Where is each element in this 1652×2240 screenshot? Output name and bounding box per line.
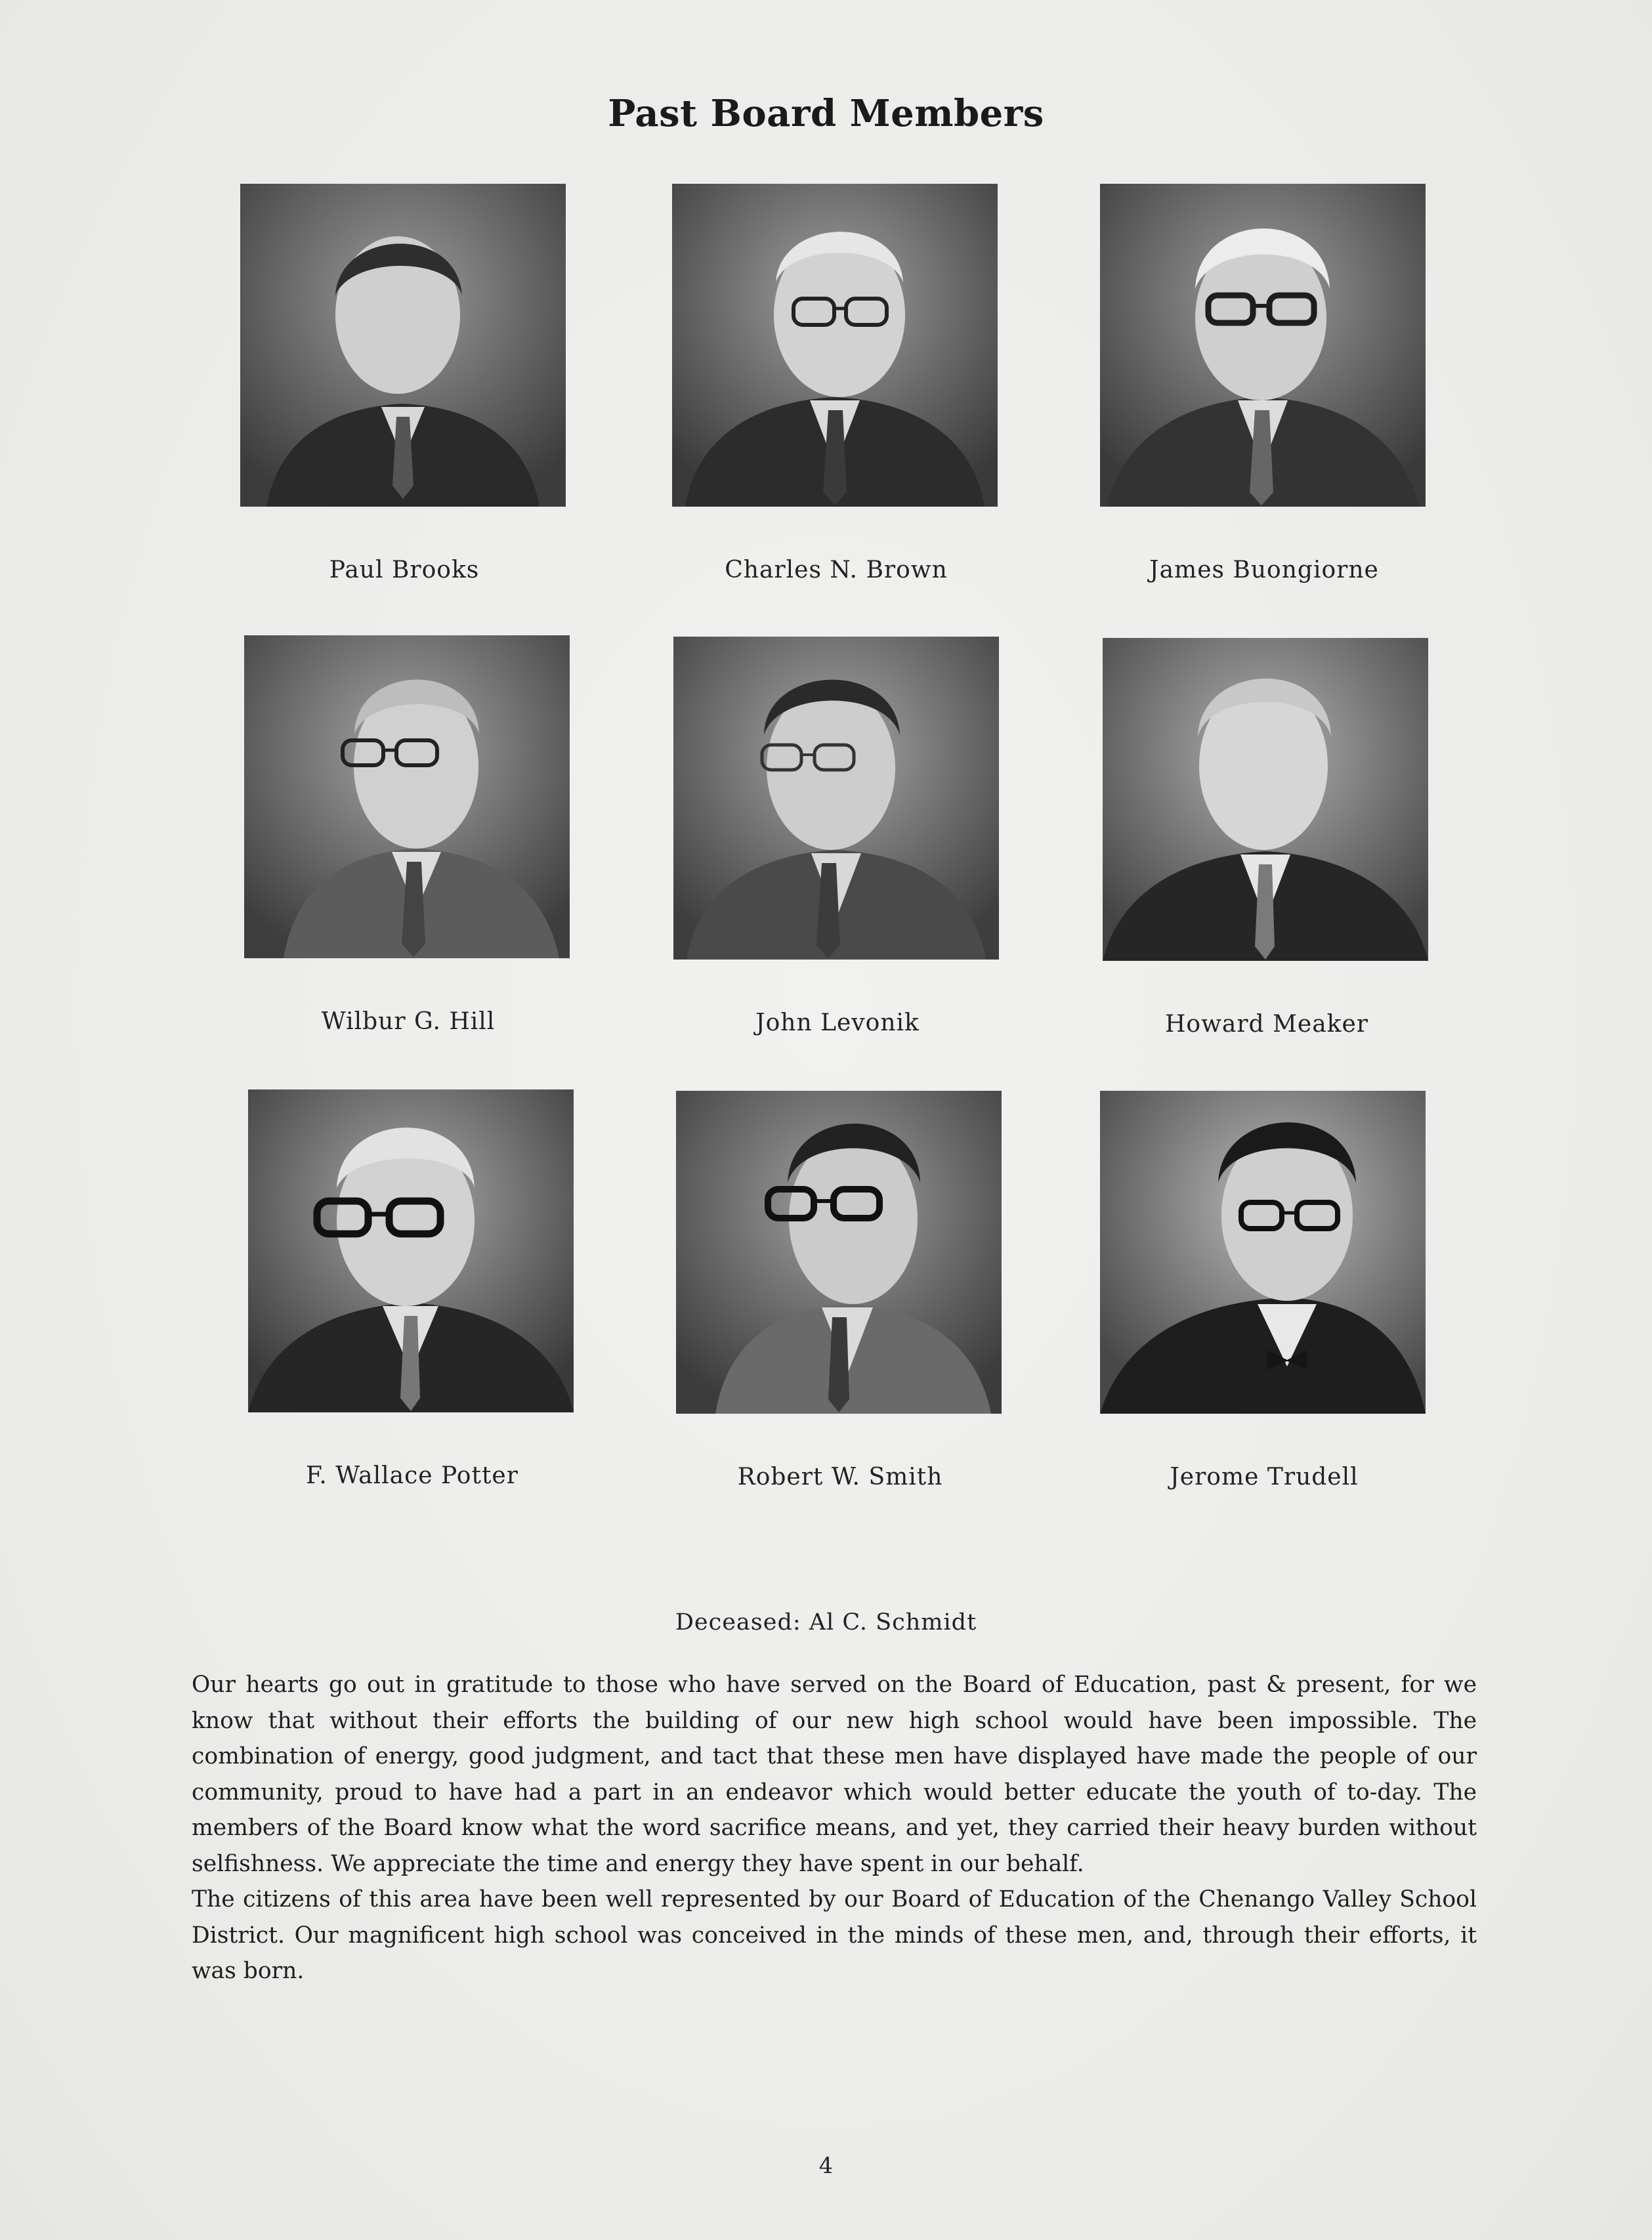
portrait-photo [1103, 638, 1428, 961]
tribute-text [192, 1667, 1477, 1989]
portrait-silhouette [240, 184, 566, 507]
page-number: 4 [818, 2153, 834, 2179]
portrait-photo [240, 184, 566, 507]
member-name: Charles N. Brown [725, 557, 948, 583]
portrait-photo [673, 637, 999, 960]
portrait-silhouette [1100, 1091, 1426, 1414]
portrait-photo [1100, 1091, 1426, 1414]
portrait-silhouette [676, 1091, 1002, 1414]
deceased-note: Deceased: Al C. Schmidt [675, 1609, 977, 1636]
portrait-photo [676, 1091, 1002, 1414]
portrait-silhouette [244, 635, 570, 958]
member-name: F. Wallace Potter [306, 1462, 519, 1489]
page-title: Past Board Members [608, 92, 1044, 135]
tribute-paragraph: The citizens of this area have been well represented by our Board of Education of the Chenango Valley School District. Our magnificent high school was conceived in the minds of these men, and, through their efforts, it was born. [192, 1886, 1477, 1984]
portrait-silhouette [1100, 184, 1426, 507]
portrait-photo [672, 184, 998, 507]
member-name: John Levonik [755, 1009, 920, 1036]
portrait-photo [248, 1089, 574, 1412]
member-name: Robert W. Smith [737, 1464, 943, 1490]
portrait-silhouette [248, 1089, 574, 1412]
tribute-paragraph: Our hearts go out in gratitude to those who have served on the Board of Education, past & present, for we know that without their efforts the building of our new high school would have been impossible. The combination of energy, good judgment, and tact that these men have displayed have made the people of our community, proud to have had a part in an endeavor which would better educate the youth of to-day. The members of the Board know what the word sacrifice means, and yet, they carried their heavy burden without selfishness. We appreciate the time and energy they have spent in our behalf. [192, 1672, 1477, 1877]
portrait-silhouette [672, 184, 998, 507]
portrait-silhouette [1103, 638, 1428, 961]
portrait-photo [1100, 184, 1426, 507]
member-name: Howard Meaker [1165, 1011, 1368, 1038]
member-name: Wilbur G. Hill [321, 1008, 496, 1035]
portrait-silhouette [673, 637, 999, 960]
member-name: Jerome Trudell [1170, 1464, 1359, 1490]
member-name: James Buongiorne [1149, 557, 1379, 583]
portrait-photo [244, 635, 570, 958]
member-name: Paul Brooks [329, 557, 480, 583]
